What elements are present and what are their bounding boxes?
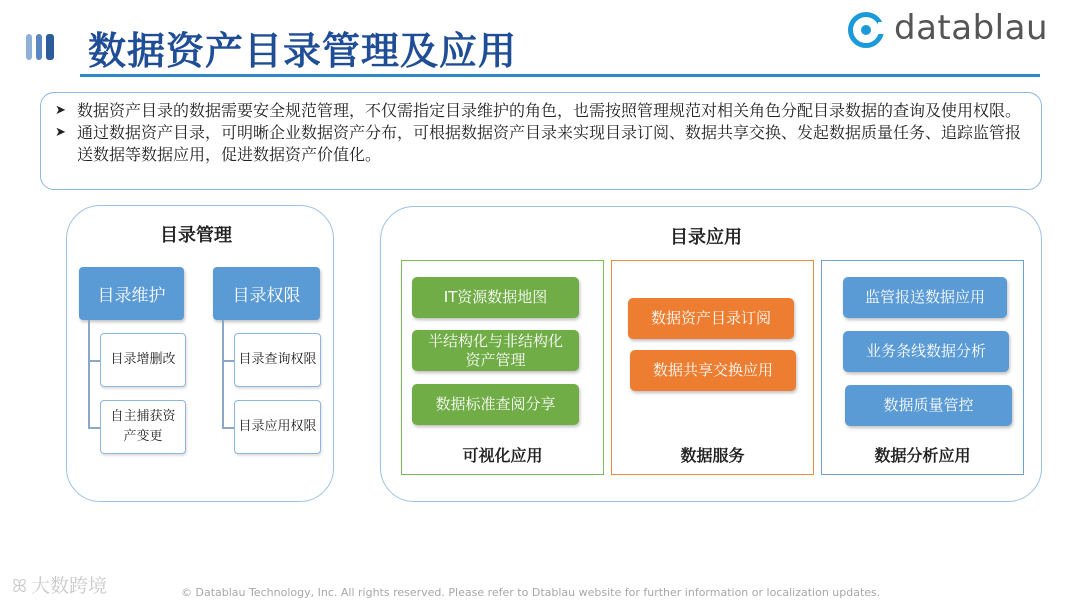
- watermark: [12, 571, 107, 598]
- title-divider: [80, 74, 1040, 77]
- connector-line: [88, 360, 100, 362]
- analytics-item-regulatory: 监管报送数据应用: [843, 277, 1007, 318]
- intro-bullet-text: 通过数据资产目录，可明晰企业数据资产分布，可根据数据资产目录来实现目录订阅、数据共享交换、发起数据质量任务、追踪监管报送数据等数据应用，促进数据资产价值化。: [77, 123, 1022, 164]
- group-head-maintenance: 目录维护: [79, 267, 184, 320]
- intro-bullet: [53, 122, 1027, 166]
- item-auto-capture: 自主捕获资产变更: [100, 400, 186, 454]
- intro-bullet: [53, 100, 1027, 122]
- item-catalog-crud: 目录增删改: [100, 333, 186, 387]
- page-title: 数据资产目录管理及应用: [88, 29, 518, 73]
- arrow-bullet-icon: ➤: [55, 103, 66, 118]
- connector-line: [222, 320, 224, 428]
- intro-box: [40, 92, 1042, 190]
- app-item-unstructured-assets: 半结构化与非结构化资产管理: [412, 330, 579, 371]
- connector-line: [222, 427, 234, 429]
- arrow-bullet-icon: ➤: [55, 125, 66, 140]
- management-title: 目录管理: [160, 225, 232, 246]
- service-item-data-exchange: 数据共享交换应用: [630, 350, 796, 391]
- item-query-permission: 目录查询权限: [234, 333, 321, 387]
- application-title: 目录应用: [670, 227, 742, 248]
- datablau-logo-icon: [848, 12, 884, 48]
- column-caption: 数据分析应用: [874, 446, 971, 465]
- title-bars-icon: [26, 34, 60, 60]
- watermark-text: 大数跨境: [30, 575, 107, 597]
- analytics-item-quality-control: 数据质量管控: [845, 385, 1012, 426]
- group-head-permission: 目录权限: [213, 267, 320, 320]
- connector-line: [88, 427, 100, 429]
- logo-text: datablau: [894, 8, 1048, 48]
- item-application-permission: 目录应用权限: [234, 400, 321, 454]
- copyright-text: © Datablau Technology, Inc. All rights reserved. Please refer to Dtablau website for further information or localization updates.: [181, 586, 881, 599]
- connector-line: [222, 360, 234, 362]
- service-item-subscription: 数据资产目录订阅: [628, 298, 794, 339]
- column-caption: 数据服务: [680, 446, 745, 465]
- connector-line: [88, 320, 90, 428]
- app-item-it-data-map: IT资源数据地图: [412, 277, 579, 318]
- intro-bullet-text: 数据资产目录的数据需要安全规范管理，不仅需指定目录维护的角色，也需按照管理规范对相关角色分配目录数据的查询及使用权限。: [77, 101, 1022, 120]
- datablau-logo: [846, 8, 1066, 52]
- column-caption: 可视化应用: [462, 446, 543, 465]
- brand-mark-icon: ꕤ: [12, 576, 27, 597]
- analytics-item-business-line: 业务条线数据分析: [843, 331, 1009, 372]
- app-item-standard-lookup: 数据标准查阅分享: [412, 384, 579, 425]
